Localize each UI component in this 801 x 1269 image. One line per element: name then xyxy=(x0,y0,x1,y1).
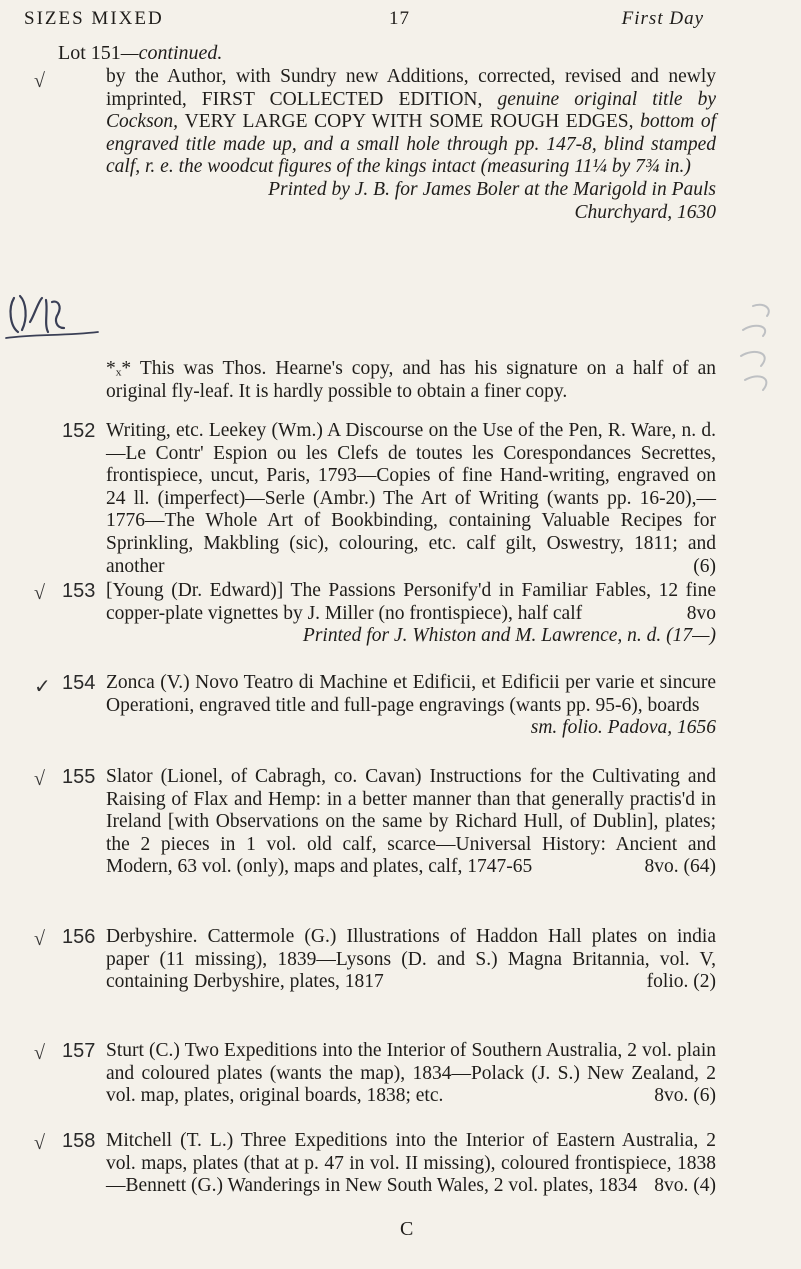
page-number: 17 xyxy=(389,8,410,29)
header-day: First Day xyxy=(621,8,704,29)
header-title: SIZES MIXED xyxy=(24,8,164,29)
lot-156-format: folio. (2) xyxy=(646,971,716,993)
lot-number: 153 xyxy=(62,580,96,602)
lot-154-imprint: sm. folio. Padova, 1656 xyxy=(530,717,716,739)
lot-number: 155 xyxy=(62,766,96,788)
lot-number: 157 xyxy=(62,1040,96,1062)
lot-152-description xyxy=(106,420,716,578)
lot-number: 154 xyxy=(62,672,96,694)
lot-157-format: 8vo. (6) xyxy=(654,1085,716,1107)
bleed-through-handwriting-icon xyxy=(733,300,793,410)
lot-152-text: Writing, etc. Leekey (Wm.) A Discourse on the Use of the Pen, R. Ware, n. d.—Le Contr' Espion ou les Clefs de toutes les Corespondances Secrettes, frontispiece, uncut, Paris, 1793—Copies of fine Hand-writing, engraved on 24 ll. (imperfect)—Serle (Ambr.) The Art of Writing (wants pp. 16-20),—1776—The Whole Art of Bookbinding, containing Valuable Recipes for Sprinkling, Makbling (sic), colouring, etc. calf gilt, Oswestry, 1811; and another xyxy=(106,420,716,577)
lot-154-description xyxy=(106,672,716,740)
check-mark-icon: √ xyxy=(34,1042,45,1064)
lot-158-description xyxy=(106,1130,716,1198)
check-mark-icon: √ xyxy=(34,1132,45,1154)
lot-151-description xyxy=(106,66,716,224)
lot-152-count: (6) xyxy=(693,555,716,577)
continued-label: —continued. xyxy=(120,42,223,64)
signature-mark: C xyxy=(400,1218,414,1240)
continued-lot-label: Lot 151 xyxy=(58,42,121,64)
lot-156-text: Derbyshire. Cattermole (G.) Illustrations of Haddon Hall plates on india paper (11 missing), 1839—Lysons (D. and S.) Magna Britannia, vol. V, containing Derbyshire, plates, 1817 xyxy=(106,926,716,993)
check-mark-icon: √ xyxy=(34,70,45,92)
lot-156-description xyxy=(106,926,716,994)
lot-151-copy: VERY LARGE COPY WITH SOME ROUGH EDGES, xyxy=(184,111,634,133)
lot-153-format: 8vo xyxy=(686,602,716,624)
lot-number: 158 xyxy=(62,1130,96,1152)
lot-158-text: Mitchell (T. L.) Three Expeditions into the Interior of Eastern Australia, 2 vol. maps, plates (that at p. 47 in vol. II missing), coloured frontispiece, 1838—Bennett (G.) Wanderings in New South Wales, 2 vol. plates, 1834 xyxy=(106,1130,716,1197)
lot-151-edition: FIRST COLLECTED EDITION, xyxy=(201,88,483,110)
lot-155-description xyxy=(106,766,716,879)
handwritten-margin-mark-icon xyxy=(4,288,100,342)
lot-153-description xyxy=(106,580,716,648)
lot-151-text-a: by the Author, with Sundry new Additions, corrected, revised and newly imprinted, xyxy=(106,66,716,110)
lot-151-text-b: genuine original title by Cockson, xyxy=(106,88,717,133)
check-mark-icon: √ xyxy=(34,582,45,604)
lot-151-imprint: Printed by J. B. for James Boler at the Marigold in Pauls Churchyard, 1630 xyxy=(268,178,716,223)
lot-155-format: 8vo. (64) xyxy=(644,856,716,878)
running-header xyxy=(24,4,704,32)
lot-158-format: 8vo. (4) xyxy=(654,1175,716,1197)
lot-157-text: Sturt (C.) Two Expeditions into the Interior of Southern Australia, 2 vol. plain and coloured plates (wants the map), 1834—Polack (J. S.) New Zealand, 2 vol. map, plates, original boards, 1838; etc. xyxy=(106,1040,716,1107)
lot-153-imprint: Printed for J. Whiston and M. Lawrence, n. d. (17—) xyxy=(302,625,716,647)
lot-number: 152 xyxy=(62,420,96,442)
lot-155-text: Slator (Lionel, of Cabragh, co. Cavan) Instructions for the Cultivating and Raising of Flax and Hemp: in a better manner than that generally practis'd in Ireland [with Observations on the same by Richard Hull, of Dublin], plates; the 2 pieces in 1 vol. old calf, scarce—Universal History: Ancient and Modern, 63 vol. (only), maps and plates, calf, 1747-65 xyxy=(106,766,716,878)
continued-heading xyxy=(58,42,222,65)
lot-151-text-c: bottom of engraved title made up, and a small hole through pp. 147-8, blind stamped calf, r. e. the woodcut figures of the kings intact (measuring 11¼ by 7¾ in.) xyxy=(106,111,717,178)
check-mark-icon: √ xyxy=(34,928,45,950)
lot-157-description xyxy=(106,1040,716,1108)
check-mark-icon: ✓ xyxy=(34,676,51,698)
provenance-note: *ₓ* This was Thos. Hearne's copy, and has his signature on a half of an original fly-leaf. It is hardly possible to obtain a finer copy. xyxy=(106,358,716,402)
lot-154-text: Zonca (V.) Novo Teatro di Machine et Edificii, et Edificii per varie et sincure Operationi, engraved title and full-page engravings (wants pp. 95-6), boards xyxy=(106,672,716,716)
check-mark-icon: √ xyxy=(34,768,45,790)
lot-number: 156 xyxy=(62,926,96,948)
lot-153-text: [Young (Dr. Edward)] The Passions Personify'd in Familiar Fables, 12 fine copper-plate vignettes by J. Miller (no frontispiece), half calf xyxy=(106,580,716,624)
